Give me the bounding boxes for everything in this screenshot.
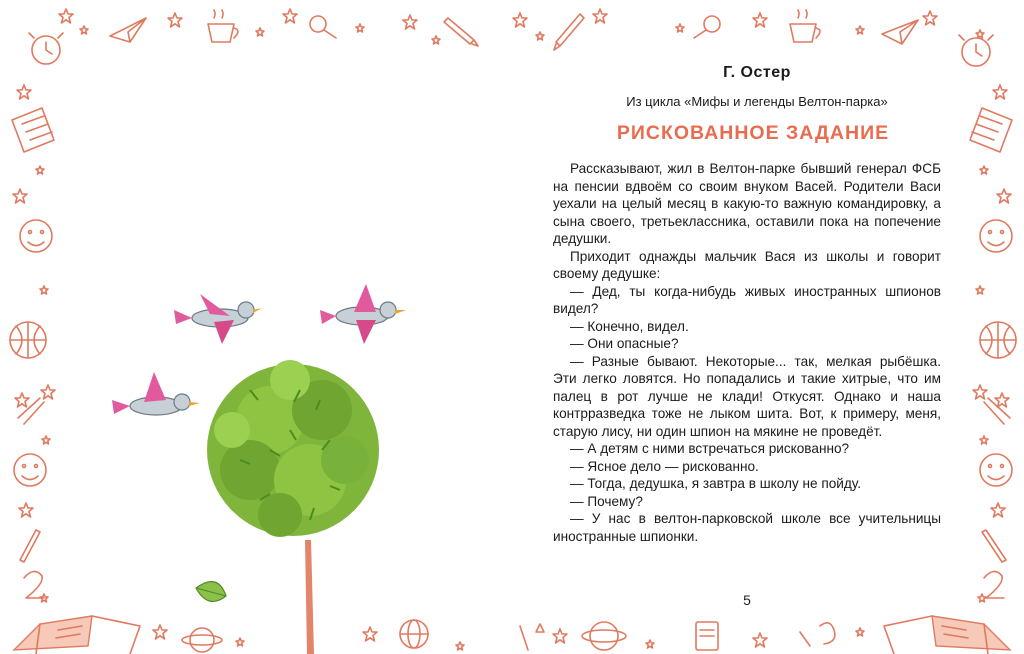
author-name: Г. Остер <box>723 64 791 81</box>
paragraph: Приходит однажды мальчик Вася из школы и говорит своему дедушке: <box>553 248 941 281</box>
paragraph: — А детям с ними встречаться рискованно? <box>570 441 850 456</box>
tree-crown <box>207 360 379 537</box>
tree-trunk <box>305 540 314 654</box>
story-body <box>553 160 941 545</box>
leaf-icon <box>196 582 226 602</box>
paragraph: — Почему? <box>570 493 643 509</box>
page-number: 5 <box>743 592 751 608</box>
paragraph: — Ясное дело — рискованно. <box>570 458 759 474</box>
illustration <box>100 270 420 654</box>
cup-icon <box>208 10 820 42</box>
bird-icon <box>174 294 262 344</box>
paragraph: — Конечно, видел. <box>570 318 689 334</box>
cycle-subtitle: Из цикла «Мифы и легенды Велтон-парка» <box>626 94 888 109</box>
paragraph: — Тогда, дедушка, я завтра в школу не пойду. <box>570 476 862 491</box>
story-title: РИСКОВАННОЕ ЗАДАНИЕ <box>616 122 890 144</box>
paragraph: — Разные бывают. Некоторые... так, мелкая рыбёшка. Эти легко ловятся. Но попадались и такие хитрые, что им палец в рот лучше не клади! Откусят. Однако и наша контрразведка тоже не лыком шита. Вот, к примеру, меня, старую лису, ни один шпион на мякине не проведёт. <box>553 353 941 439</box>
bird-icon <box>320 284 406 344</box>
paragraph: — У нас в велтон-парковской школе все учительницы иностранные шпионки. <box>553 511 941 544</box>
bird-icon <box>112 372 200 415</box>
story-column <box>553 58 941 545</box>
paragraph: — Дед, ты когда-нибудь живых иностранных шпионов видел? <box>553 283 941 316</box>
paragraph: — Они опасные? <box>570 336 679 351</box>
paragraph: Рассказывают, жил в Велтон-парке бывший генерал ФСБ на пенсии вдвоём со своим внуком Васей. Родители Васи уехали на целый месяц в какую-то важную командировку, а сына своего, третьеклассника, оставили пока на попечение дедушки. <box>553 161 941 246</box>
